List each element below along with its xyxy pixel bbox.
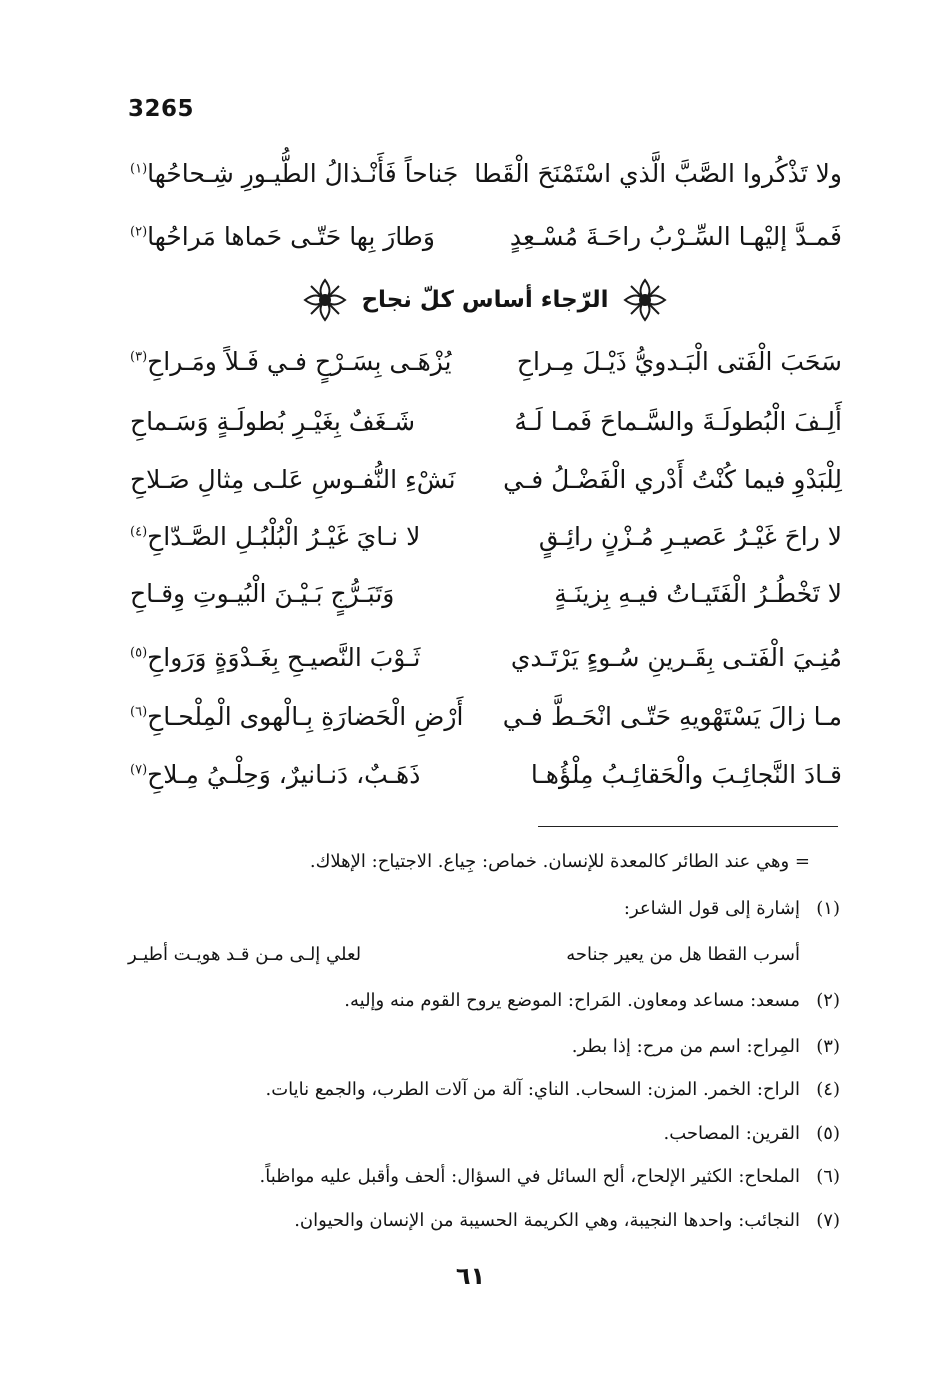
verse-second-hemistich bbox=[130, 517, 420, 557]
verse-first-hemistich: ولا تَذْكُروا الصَّبَّ الَّذي اسْتَمْنَحَ الْقَطا bbox=[474, 159, 842, 188]
verse-line bbox=[130, 154, 842, 194]
verse-second-hemistich bbox=[130, 638, 420, 678]
footnote-number: (١) bbox=[816, 898, 840, 919]
ornament-left-icon bbox=[301, 276, 349, 324]
verse-second-text: وَطارَ بِها حَتّـى حَماها مَراحُها bbox=[147, 222, 435, 251]
section-title: الرّجاء أساس كلّ نجاح bbox=[361, 287, 609, 313]
verse-line bbox=[130, 342, 842, 382]
verse-first-hemistich: سَحَبَ الْفَتى الْبَـدويُّ ذَيْـلَ مِـراحِ bbox=[516, 347, 842, 376]
footnote-text: النجائب: واحدها النجيبة، وهي الكريمة الحسيبة من الإنسان والحيوان. bbox=[294, 1210, 800, 1231]
verse-second-hemistich bbox=[130, 402, 415, 442]
verse-line bbox=[130, 574, 842, 614]
footnote bbox=[128, 1205, 840, 1237]
section-heading bbox=[300, 272, 670, 328]
footnote bbox=[128, 1074, 840, 1106]
verse-second-hemistich bbox=[130, 154, 458, 194]
verse-second-hemistich bbox=[130, 217, 435, 257]
ornament-right-icon bbox=[621, 276, 669, 324]
verse-line bbox=[130, 755, 842, 795]
footnote bbox=[128, 1161, 840, 1193]
verse-second-text: وَتَبَـرُّجٍ بَـيْـنَ الْبُيـوتِ وِقـاحِ bbox=[130, 579, 395, 608]
verse-second-text: لا نـايَ غَيْـرُ الْبُلْبُـلِ الصَّـدّاحِ bbox=[147, 522, 421, 551]
footnote-marker: (٥) bbox=[130, 645, 148, 661]
verse-second-text: ثَـوْبَ النَّصيـحِ بِغَـدْوَةٍ وَرَواحِ bbox=[147, 643, 421, 672]
verse-first-hemistich: لا تَخْطُـرُ الْفَتَيـاتُ فيـهِ بِزينَـةٍ bbox=[554, 579, 842, 608]
footnote bbox=[128, 1031, 840, 1063]
verse-line bbox=[130, 460, 842, 500]
quoted-verse bbox=[128, 939, 800, 971]
footnote-number: (٦) bbox=[816, 1166, 840, 1187]
verse-second-text: يُزْهَـى بِسَـرْحٍ فـي فَـلاً ومَـراحِ bbox=[147, 347, 452, 376]
verse-line bbox=[130, 697, 842, 737]
footnote-text: الراح: الخمر. المزن: السحاب. الناي: آلة من آلات الطرب، والجمع نايات. bbox=[265, 1079, 800, 1100]
verse-second-text: جَناحاً فَأَنْـذالُ الطُّيـورِ شِـحاحُها bbox=[147, 159, 459, 188]
page-number: ٦١ bbox=[455, 1262, 486, 1290]
footnote-text: الملحاح: الكثير الإلحاح، ألح السائل في السؤال: ألحف وأقبل عليه مواظباً. bbox=[259, 1166, 800, 1187]
footnote-marker: (٤) bbox=[130, 524, 148, 540]
verse-first-hemistich: قـادَ النَّجائِـبَ والْحَقائِـبُ مِلْؤُهـا bbox=[530, 760, 842, 789]
verse-line bbox=[130, 217, 842, 257]
footnote-marker: (٣) bbox=[130, 349, 148, 365]
footnote-separator bbox=[538, 826, 838, 827]
quoted-second-hemistich: لعلي إلـى مـن قـد هويـت أطيـر bbox=[128, 944, 362, 965]
verse-second-hemistich bbox=[130, 342, 452, 382]
verse-second-text: ذَهَـبٌ، دَنـانيرٌ، وَحِلْـيُ مِـلاحِ bbox=[147, 760, 421, 789]
footnote-number: (٥) bbox=[816, 1123, 840, 1144]
footnote-marker: (٧) bbox=[130, 762, 148, 778]
verse-second-text: أَرْضِ الْحَضارَةِ بِـالْهوى الْمِلْحـاحِ bbox=[147, 702, 464, 731]
quoted-first-hemistich: أسرب القطا هل من يعير جناحه bbox=[566, 944, 800, 965]
verse-first-hemistich: مُنِـيَ الْفَتـى بِقَـرينِ سُـوءٍ يَرْتَـدي bbox=[510, 643, 842, 672]
verse-second-text: نَشْءِ النُّفـوسِ عَلـى مِثالِ صَـلاحِ bbox=[130, 465, 456, 494]
verse-second-hemistich bbox=[130, 755, 420, 795]
footnote-marker: (١) bbox=[130, 161, 148, 177]
verse-line bbox=[130, 638, 842, 678]
page-id: 3265 bbox=[128, 96, 195, 122]
verse-first-hemistich: فَمـدَّ إليْهـا السِّـرْبُ راحَـةَ مُسْـعِدٍ bbox=[509, 222, 842, 251]
footnote-number: (٤) bbox=[816, 1079, 840, 1100]
footnote-continuation: = وهي عند الطائر كالمعدة للإنسان. خماص: جِياع. الاجتياح: الإهلاك. bbox=[309, 851, 810, 872]
verse-first-hemistich: لِلْبَدْوِ فيما كُنْتُ أَدْري الْفَضْـلُ فـي bbox=[503, 465, 842, 494]
footnote-text: مسعد: مساعد ومعاون. المَراح: الموضع يروح القوم منه وإليه. bbox=[344, 990, 800, 1011]
verse-first-hemistich: مـا زالَ يَسْتَهْويهِ حَتّـى انْحَـطَّ فـي bbox=[502, 702, 842, 731]
footnote-text: المِراح: اسم من مرح: إذا بطر. bbox=[571, 1036, 800, 1057]
footnote bbox=[128, 985, 840, 1017]
footnote-number: (٧) bbox=[816, 1210, 840, 1231]
footnote-marker: (٢) bbox=[130, 224, 148, 240]
footnote bbox=[128, 893, 840, 925]
footnote-number: (٣) bbox=[816, 1036, 840, 1057]
verse-second-hemistich bbox=[130, 697, 463, 737]
verse-second-hemistich bbox=[130, 574, 394, 614]
footnote-text: إشارة إلى قول الشاعر: bbox=[623, 898, 800, 919]
verse-line bbox=[130, 517, 842, 557]
footnote-number: (٢) bbox=[816, 990, 840, 1011]
footnote bbox=[128, 1118, 840, 1150]
footnote-marker: (٦) bbox=[130, 704, 148, 720]
verse-second-hemistich bbox=[130, 460, 456, 500]
verse-second-text: شَـغَفٌ بِغَيْـرِ بُطولَـةٍ وَسَـماحِ bbox=[130, 407, 416, 436]
verse-first-hemistich: لا راحَ غَيْـرُ عَصيـرِ مُـزْنٍ رائِـقٍ bbox=[538, 522, 842, 551]
verse-line bbox=[130, 402, 842, 442]
footnote-text: القرين: المصاحب. bbox=[663, 1123, 800, 1144]
verse-first-hemistich: أَلِـفَ الْبُطولَـةَ والسَّـماحَ فَمـا لَـهُ bbox=[514, 407, 842, 436]
